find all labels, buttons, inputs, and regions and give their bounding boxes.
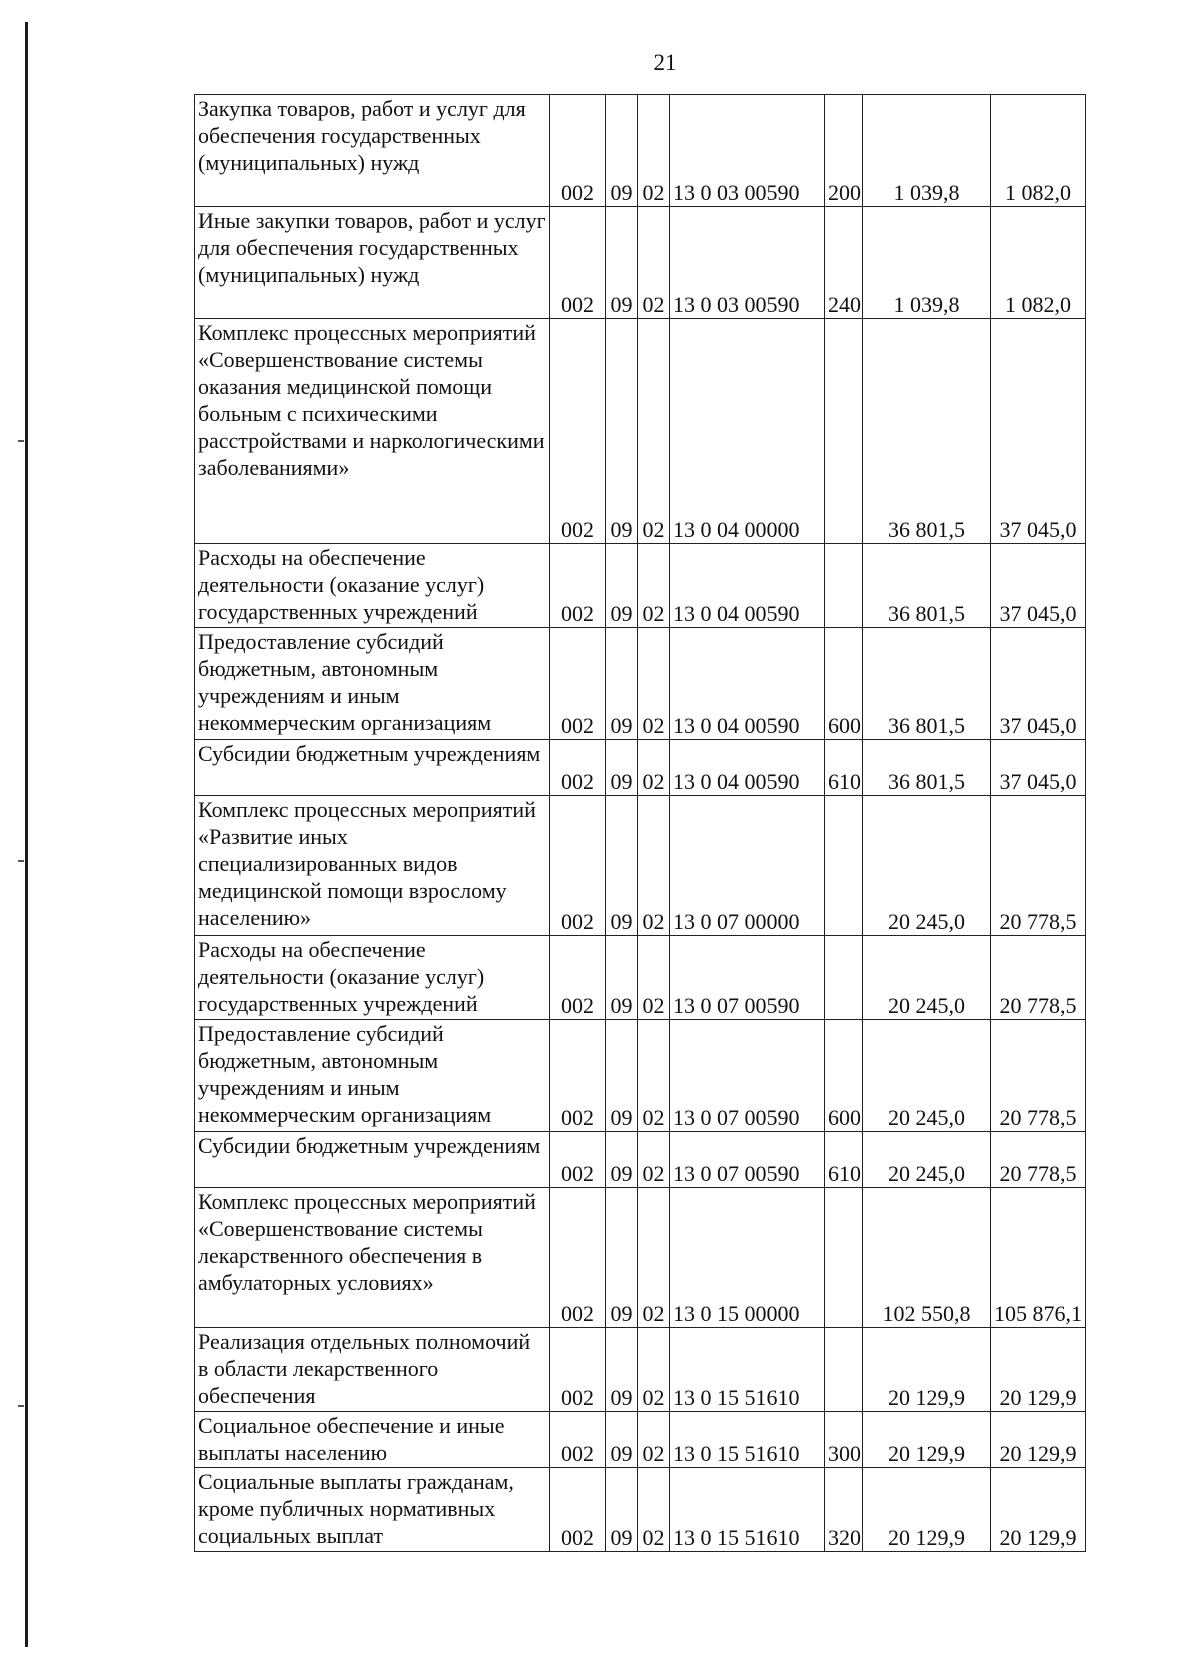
table-row <box>195 796 1086 936</box>
table-row <box>195 319 1086 544</box>
row-name-cell: Расходы на обеспечение деятельности (оказание услуг) государственных учреждений <box>195 936 550 1020</box>
ved-code-cell: 002 <box>550 1020 606 1132</box>
amount-year1-cell: 36 801,5 <box>863 740 991 796</box>
target-article-cell: 13 0 15 51610 <box>670 1328 825 1412</box>
section-code-cell: 09 <box>606 207 638 319</box>
ved-code-cell: 002 <box>550 1468 606 1552</box>
section-code-cell: 09 <box>606 319 638 544</box>
ved-code-cell: 002 <box>550 544 606 628</box>
section-code-cell: 09 <box>606 936 638 1020</box>
amount-year1-cell: 20 129,9 <box>863 1412 991 1468</box>
amount-year2-cell: 37 045,0 <box>991 319 1086 544</box>
amount-year1-cell: 20 245,0 <box>863 1132 991 1188</box>
table-row <box>195 95 1086 207</box>
subsection-code-cell: 02 <box>638 1188 670 1328</box>
expense-type-cell: 240 <box>825 207 863 319</box>
expense-type-cell <box>825 319 863 544</box>
target-article-cell: 13 0 15 00000 <box>670 1188 825 1328</box>
amount-year1-cell: 20 245,0 <box>863 1020 991 1132</box>
table-row <box>195 1020 1086 1132</box>
ved-code-cell: 002 <box>550 95 606 207</box>
section-code-cell: 09 <box>606 740 638 796</box>
target-article-cell: 13 0 07 00000 <box>670 796 825 936</box>
amount-year1-cell: 1 039,8 <box>863 207 991 319</box>
expense-type-cell: 200 <box>825 95 863 207</box>
amount-year1-cell: 36 801,5 <box>863 628 991 740</box>
table-row <box>195 936 1086 1020</box>
row-name-cell: Социальные выплаты гражданам, кроме публичных нормативных социальных выплат <box>195 1468 550 1552</box>
ved-code-cell: 002 <box>550 1132 606 1188</box>
section-code-cell: 09 <box>606 95 638 207</box>
row-name-cell: Расходы на обеспечение деятельности (оказание услуг) государственных учреждений <box>195 544 550 628</box>
ved-code-cell: 002 <box>550 740 606 796</box>
ved-code-cell: 002 <box>550 1328 606 1412</box>
target-article-cell: 13 0 15 51610 <box>670 1468 825 1552</box>
subsection-code-cell: 02 <box>638 319 670 544</box>
amount-year2-cell: 20 778,5 <box>991 1132 1086 1188</box>
expense-type-cell: 600 <box>825 628 863 740</box>
amount-year2-cell: 1 082,0 <box>991 95 1086 207</box>
subsection-code-cell: 02 <box>638 207 670 319</box>
budget-table <box>194 94 1086 1552</box>
table-row <box>195 1132 1086 1188</box>
target-article-cell: 13 0 07 00590 <box>670 1020 825 1132</box>
row-name-cell: Субсидии бюджетным учреждениям <box>195 1132 550 1188</box>
expense-type-cell: 610 <box>825 740 863 796</box>
amount-year2-cell: 1 082,0 <box>991 207 1086 319</box>
page-number: 21 <box>653 50 677 75</box>
section-code-cell: 09 <box>606 1132 638 1188</box>
row-name-cell: Социальное обеспечение и иные выплаты населению <box>195 1412 550 1468</box>
subsection-code-cell: 02 <box>638 1020 670 1132</box>
amount-year2-cell: 20 778,5 <box>991 796 1086 936</box>
row-name-cell: Комплекс процессных мероприятий «Совершенствование системы лекарственного обеспечения в амбулаторных условиях» <box>195 1188 550 1328</box>
ved-code-cell: 002 <box>550 1188 606 1328</box>
scan-tick-mark <box>18 440 24 442</box>
table-row <box>195 740 1086 796</box>
amount-year1-cell: 1 039,8 <box>863 95 991 207</box>
target-article-cell: 13 0 15 51610 <box>670 1412 825 1468</box>
scan-tick-mark <box>18 860 24 862</box>
row-name-cell: Иные закупки товаров, работ и услуг для обеспечения государственных (муниципальных) нужд <box>195 207 550 319</box>
subsection-code-cell: 02 <box>638 628 670 740</box>
table-row <box>195 628 1086 740</box>
subsection-code-cell: 02 <box>638 1468 670 1552</box>
amount-year1-cell: 20 245,0 <box>863 796 991 936</box>
ved-code-cell: 002 <box>550 628 606 740</box>
amount-year2-cell: 105 876,1 <box>991 1188 1086 1328</box>
section-code-cell: 09 <box>606 628 638 740</box>
target-article-cell: 13 0 04 00590 <box>670 544 825 628</box>
section-code-cell: 09 <box>606 1328 638 1412</box>
table-row <box>195 1468 1086 1552</box>
row-name-cell: Реализация отдельных полномочий в области лекарственного обеспечения <box>195 1328 550 1412</box>
ved-code-cell: 002 <box>550 319 606 544</box>
target-article-cell: 13 0 07 00590 <box>670 1132 825 1188</box>
row-name-cell: Предоставление субсидий бюджетным, автономным учреждениям и иным некоммерческим организациям <box>195 628 550 740</box>
subsection-code-cell: 02 <box>638 1132 670 1188</box>
table-row <box>195 1328 1086 1412</box>
target-article-cell: 13 0 04 00590 <box>670 628 825 740</box>
expense-type-cell: 600 <box>825 1020 863 1132</box>
amount-year2-cell: 20 778,5 <box>991 936 1086 1020</box>
amount-year2-cell: 37 045,0 <box>991 628 1086 740</box>
row-name-cell: Субсидии бюджетным учреждениям <box>195 740 550 796</box>
amount-year2-cell: 37 045,0 <box>991 740 1086 796</box>
expense-type-cell: 320 <box>825 1468 863 1552</box>
subsection-code-cell: 02 <box>638 95 670 207</box>
subsection-code-cell: 02 <box>638 544 670 628</box>
target-article-cell: 13 0 04 00590 <box>670 740 825 796</box>
subsection-code-cell: 02 <box>638 1412 670 1468</box>
ved-code-cell: 002 <box>550 796 606 936</box>
subsection-code-cell: 02 <box>638 740 670 796</box>
subsection-code-cell: 02 <box>638 796 670 936</box>
ved-code-cell: 002 <box>550 936 606 1020</box>
row-name-cell: Закупка товаров, работ и услуг для обеспечения государственных (муниципальных) нужд <box>195 95 550 207</box>
amount-year1-cell: 20 245,0 <box>863 936 991 1020</box>
scan-edge-line <box>25 22 28 1647</box>
target-article-cell: 13 0 03 00590 <box>670 207 825 319</box>
expense-type-cell <box>825 936 863 1020</box>
scan-tick-mark <box>18 1405 24 1407</box>
budget-table-body <box>195 95 1086 1552</box>
table-row <box>195 1188 1086 1328</box>
section-code-cell: 09 <box>606 1412 638 1468</box>
target-article-cell: 13 0 07 00590 <box>670 936 825 1020</box>
expense-type-cell <box>825 796 863 936</box>
amount-year1-cell: 20 129,9 <box>863 1328 991 1412</box>
amount-year2-cell: 20 129,9 <box>991 1328 1086 1412</box>
ved-code-cell: 002 <box>550 207 606 319</box>
target-article-cell: 13 0 03 00590 <box>670 95 825 207</box>
table-row <box>195 207 1086 319</box>
table-row <box>195 1412 1086 1468</box>
amount-year1-cell: 20 129,9 <box>863 1468 991 1552</box>
ved-code-cell: 002 <box>550 1412 606 1468</box>
row-name-cell: Предоставление субсидий бюджетным, автономным учреждениям и иным некоммерческим организациям <box>195 1020 550 1132</box>
amount-year1-cell: 36 801,5 <box>863 544 991 628</box>
row-name-cell: Комплекс процессных мероприятий «Совершенствование системы оказания медицинской помощи больным с психическими расстройствами и наркологическими заболеваниями» <box>195 319 550 544</box>
section-code-cell: 09 <box>606 1468 638 1552</box>
target-article-cell: 13 0 04 00000 <box>670 319 825 544</box>
amount-year2-cell: 20 129,9 <box>991 1468 1086 1552</box>
section-code-cell: 09 <box>606 1188 638 1328</box>
expense-type-cell: 300 <box>825 1412 863 1468</box>
row-name-cell: Комплекс процессных мероприятий «Развитие иных специализированных видов медицинской помощи взрослому населению» <box>195 796 550 936</box>
amount-year2-cell: 37 045,0 <box>991 544 1086 628</box>
expense-type-cell: 610 <box>825 1132 863 1188</box>
amount-year2-cell: 20 778,5 <box>991 1020 1086 1132</box>
subsection-code-cell: 02 <box>638 936 670 1020</box>
expense-type-cell <box>825 1328 863 1412</box>
subsection-code-cell: 02 <box>638 1328 670 1412</box>
amount-year1-cell: 36 801,5 <box>863 319 991 544</box>
section-code-cell: 09 <box>606 796 638 936</box>
section-code-cell: 09 <box>606 1020 638 1132</box>
amount-year2-cell: 20 129,9 <box>991 1412 1086 1468</box>
section-code-cell: 09 <box>606 544 638 628</box>
expense-type-cell <box>825 544 863 628</box>
expense-type-cell <box>825 1188 863 1328</box>
amount-year1-cell: 102 550,8 <box>863 1188 991 1328</box>
table-row <box>195 544 1086 628</box>
